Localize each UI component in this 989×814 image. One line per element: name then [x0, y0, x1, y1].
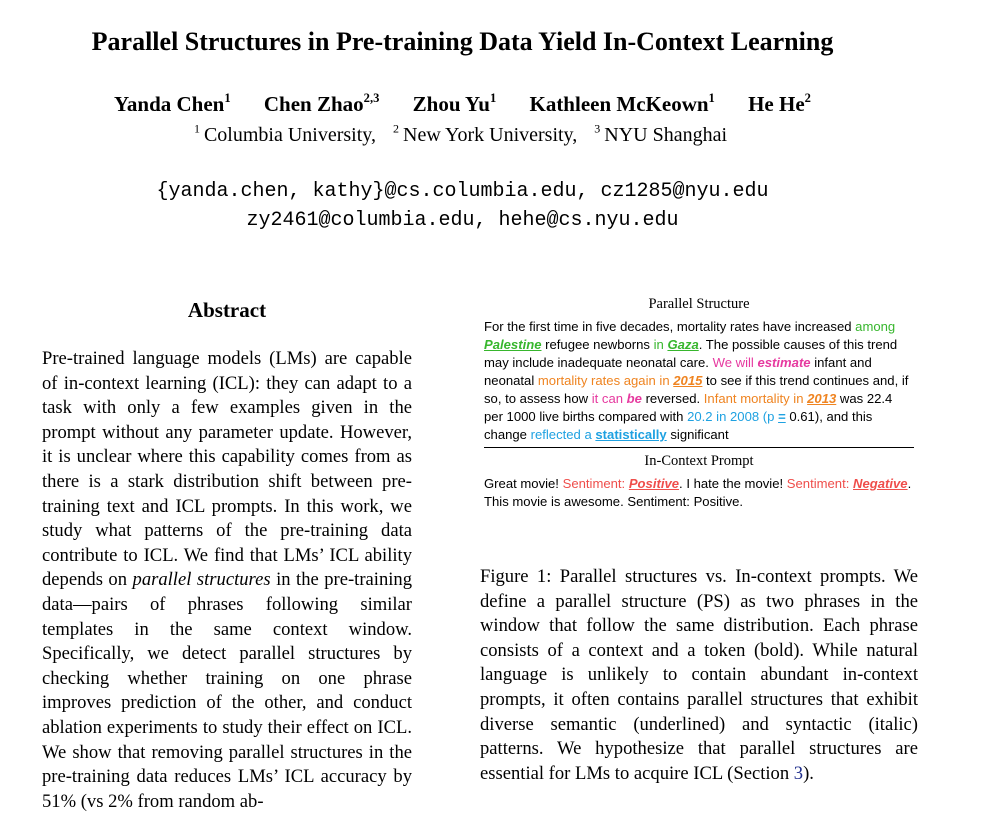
ps-text: was 22.4 per 1000 live births compared with	[484, 391, 893, 424]
email-line: zy2461@columbia.edu, hehe@cs.nyu.edu	[246, 209, 679, 232]
ps-token: 2013	[807, 391, 837, 406]
icl-text: . This movie is awesome. Sentiment: Positive.	[484, 476, 912, 509]
author-name: Chen Zhao	[263, 92, 364, 116]
figure-divider	[484, 447, 914, 448]
abstract-heading: Abstract	[187, 298, 267, 322]
ps-text: 0.61), and this change	[484, 409, 873, 442]
icl-text: . I hate the movie!	[679, 476, 787, 491]
in-context-prompt-example	[484, 475, 914, 511]
author-affiliation-mark: 2	[804, 91, 811, 106]
figure-caption	[480, 565, 918, 786]
author	[264, 92, 380, 116]
author	[413, 92, 497, 116]
author-name: Kathleen McKeown	[529, 92, 709, 116]
figure-1	[484, 296, 914, 511]
caption-text: Figure 1: Parallel structures vs. In-context prompts. We define a parallel structure (PS) as two phrases in the window that follow the same distribution. Each phrase consists of a context and a token (bold). While natural language is unlikely to contain abundant in-context prompts, it often contains parallel structures that exhibit diverse semantic (underlined) and syntactic (italic) patterns. We hypothesize that parallel structures are essential for LMs to acquire ICL (Section	[480, 566, 918, 784]
icl-context: Sentiment:	[562, 476, 629, 491]
author-name: Yanda Chen	[114, 92, 225, 116]
icl-text: Great movie!	[484, 476, 563, 491]
ps-context: it can	[591, 391, 627, 406]
ps-token: Palestine	[484, 337, 542, 352]
parallel-structure-heading: Parallel Structure	[648, 296, 750, 312]
abstract-text: in the pre-training data—pairs of phrases following similar templates in the same context window. Specifically, we detect parallel structures by checking whether training on one phrase improves prediction of the other, and conduct ablation experiments to study their effect on ICL. We show that removing parallel structures in the pre-training data reduces LMs’ ICL accuracy by 51% (vs 2% from random ab-	[42, 569, 412, 812]
author	[529, 92, 714, 116]
email-line: {yanda.chen, kathy}@cs.columbia.edu, cz1285@nyu.edu	[156, 180, 769, 203]
ps-context: mortality rates again in	[537, 373, 674, 388]
icl-context: Sentiment:	[786, 476, 853, 491]
ps-token: statistically	[595, 427, 667, 442]
ps-text: infant and neonatal	[484, 355, 872, 388]
ps-token: Gaza	[667, 337, 699, 352]
affiliation-name: NYU Shanghai	[604, 124, 728, 146]
section-link[interactable]: 3	[793, 762, 804, 784]
affiliation	[393, 121, 581, 146]
author	[114, 92, 231, 116]
icl-token: Negative	[853, 476, 908, 491]
author	[748, 92, 811, 116]
abstract-body	[42, 347, 412, 814]
author-affiliation-mark: 1	[489, 91, 497, 106]
ps-text: to see if this trend continues and, if so, to assess how	[484, 373, 909, 406]
affiliation-mark: 3	[594, 121, 601, 136]
ps-context: in	[653, 337, 668, 352]
ps-text: reversed.	[641, 391, 704, 406]
author-affiliation-mark: 2,3	[363, 91, 380, 106]
affiliation-list	[0, 121, 925, 147]
icl-token: Positive	[628, 476, 680, 491]
affiliation-name: New York University,	[403, 124, 578, 146]
ps-context: reflected a	[530, 427, 596, 442]
affiliation	[193, 121, 380, 146]
ps-context: among	[855, 319, 896, 334]
ps-text: significant	[666, 427, 729, 442]
ps-token: estimate	[757, 355, 811, 370]
ps-token: be	[626, 391, 642, 406]
affiliation-name: Columbia University,	[203, 124, 376, 146]
author-name: Zhou Yu	[412, 92, 490, 116]
ps-text: . The possible causes of this trend may include inadequate neonatal care.	[484, 337, 898, 370]
ps-token: 2015	[673, 373, 703, 388]
author-affiliation-mark: 1	[708, 91, 715, 106]
affiliation	[594, 121, 731, 146]
paper-title: Parallel Structures in Pre-training Data Yield In-Context Learning	[91, 27, 834, 56]
in-context-prompt-heading: In-Context Prompt	[644, 453, 754, 469]
affiliation-mark: 1	[193, 121, 200, 136]
ps-context: We will	[712, 355, 758, 370]
ps-text: refugee newborns	[541, 337, 654, 352]
parallel-structure-example	[484, 318, 914, 444]
affiliation-mark: 2	[393, 121, 399, 136]
ps-context: 20.2 in 2008 (p	[687, 409, 779, 424]
author-affiliation-mark: 1	[224, 91, 231, 106]
caption-text: ).	[803, 762, 814, 784]
ps-text: For the first time in five decades, mortality rates have increased	[484, 319, 856, 334]
abstract-text: Pre-trained language models (LMs) are capable of in-context learning (ICL): they can adapt to a task with only a few examples given in the prompt without any parameter update. However, it is unclear where this capability comes from as there is a stark distribution shift between pre-training text and ICL prompts. In this work, we study what patterns of the pre-training data contribute to ICL. We find that LMs’ ICL ability depends on	[42, 348, 412, 591]
ps-context: Infant mortality in	[703, 391, 808, 406]
ps-token: =	[778, 409, 786, 424]
author-name: He He	[748, 92, 805, 116]
abstract-emphasis: parallel structures	[132, 569, 271, 591]
author-list	[0, 92, 925, 117]
